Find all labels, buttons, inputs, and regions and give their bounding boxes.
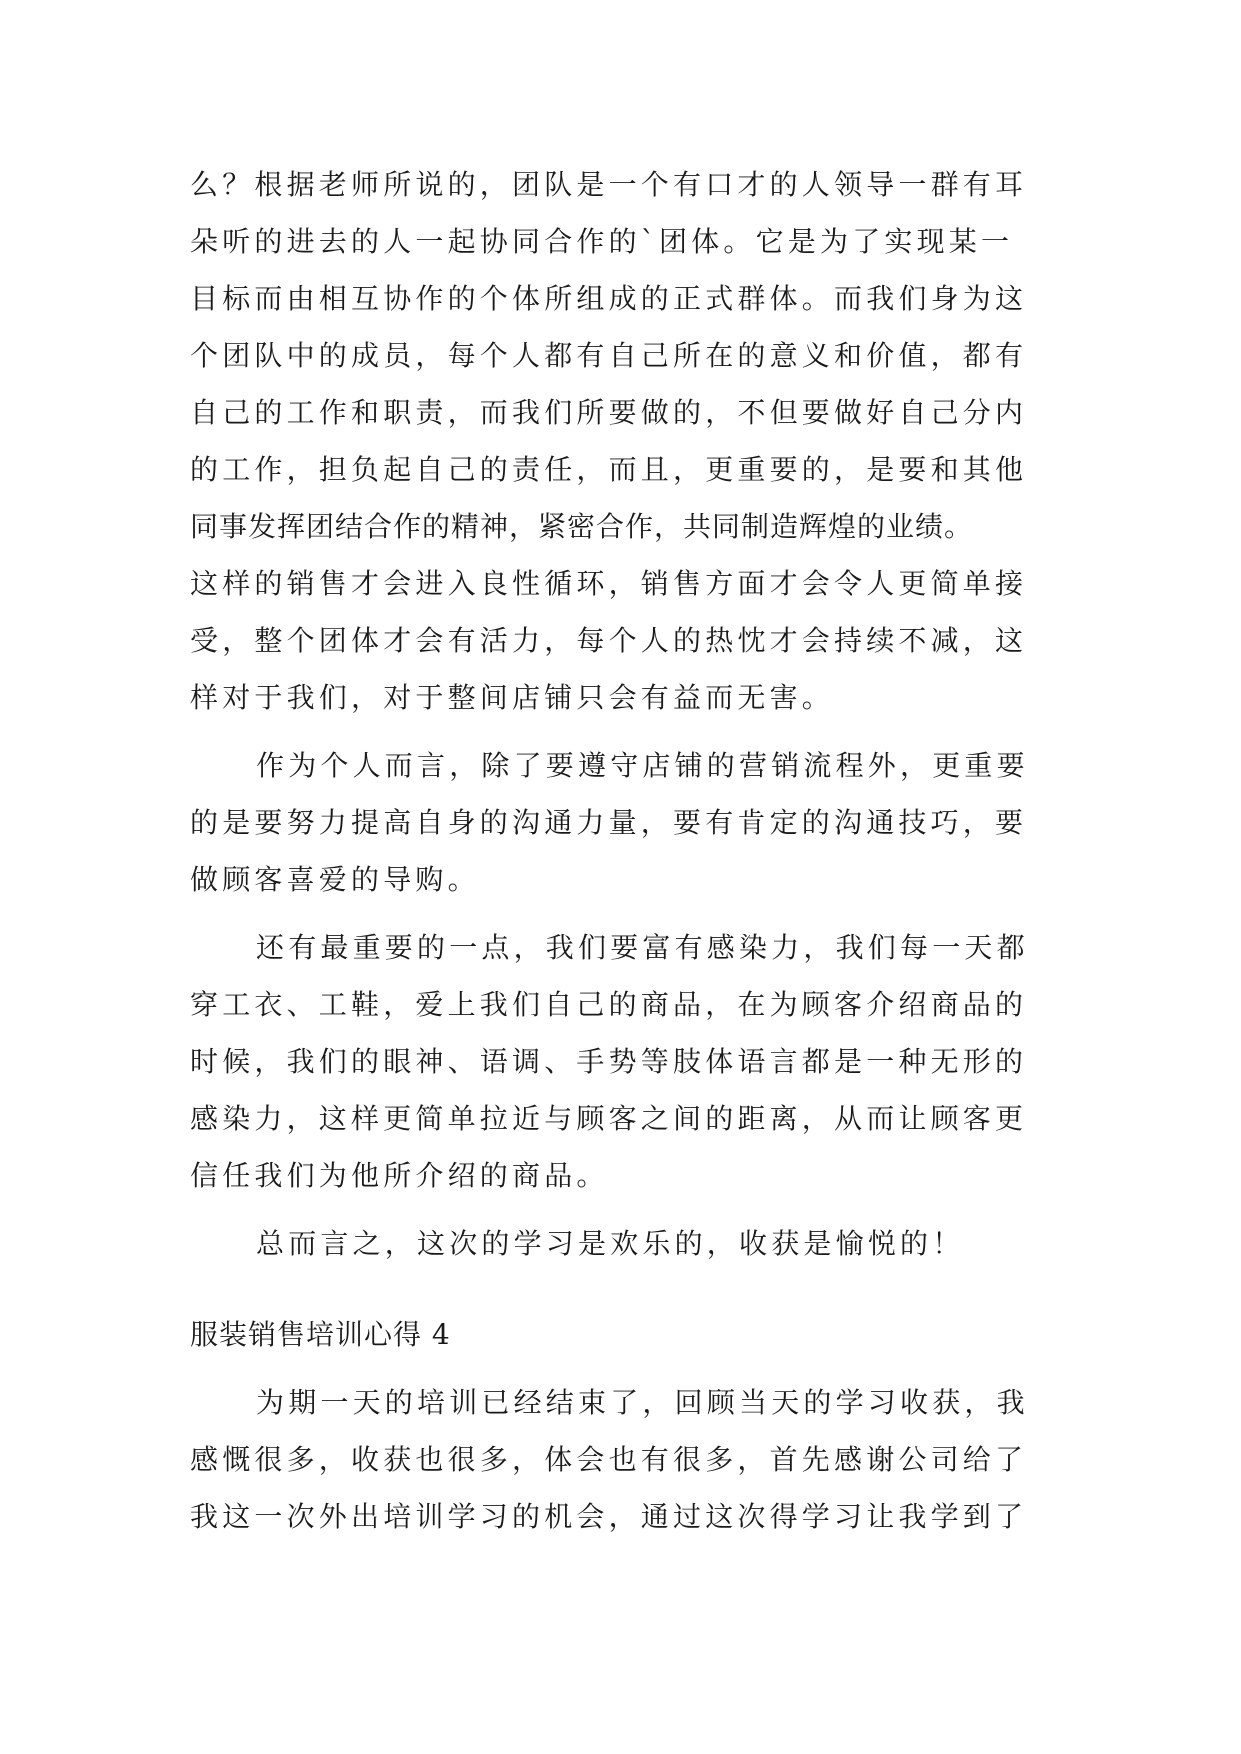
paragraph-line: 信任我们为他所介绍的商品。 xyxy=(190,1159,609,1192)
paragraph-line: 还有最重要的一点，我们要富有感染力，我们每一天都 xyxy=(256,931,1029,964)
paragraph-line: 朵听的进去的人一起协同合作的`团体。它是为了实现某一 xyxy=(190,225,1014,258)
paragraph-line: 我这一次外出培训学习的机会，通过这次得学习让我学到了 xyxy=(190,1500,1028,1533)
paragraph-line: 目标而由相互协作的个体所组成的正式群体。而我们身为这 xyxy=(190,282,1028,315)
paragraph-line: 感染力，这样更简单拉近与顾客之间的距离，从而让顾客更 xyxy=(190,1102,1028,1135)
paragraph-line: 样对于我们，对于整间店铺只会有益而无害。 xyxy=(190,681,835,714)
paragraph-line: 受，整个团体才会有活力，每个人的热忱才会持续不减，这 xyxy=(190,624,1028,657)
paragraph-line: 的是要努力提高自身的沟通力量，要有肯定的沟通技巧，要 xyxy=(190,806,1028,839)
paragraph-line: 做顾客喜爱的导购。 xyxy=(190,863,480,896)
section-heading: 服装销售培训心得 4 xyxy=(190,1318,451,1351)
paragraph-line: 么？根据老师所说的，团队是一个有口才的人领导一群有耳 xyxy=(190,168,1028,201)
paragraph-line: 为期一天的培训已经结束了，回顾当天的学习收获，我 xyxy=(256,1386,1029,1419)
paragraph-line: 总而言之，这次的学习是欢乐的，收获是愉悦的！ xyxy=(256,1227,965,1260)
paragraph-line: 作为个人而言，除了要遵守店铺的营销流程外，更重要 xyxy=(256,749,1029,782)
paragraph-line: 个团队中的成员，每个人都有自己所在的意义和价值，都有 xyxy=(190,339,1028,372)
paragraph-line: 感慨很多，收获也很多，体会也有很多，首先感谢公司给了 xyxy=(190,1443,1028,1476)
paragraph-line: 自己的工作和职责，而我们所要做的，不但要做好自己分内 xyxy=(190,396,1028,429)
paragraph-line: 的工作，担负起自己的责任，而且，更重要的，是要和其他 xyxy=(190,453,1028,486)
paragraph-line: 同事发挥团结合作的精神，紧密合作，共同制造辉煌的业绩。 xyxy=(190,510,974,543)
paragraph-line: 时候，我们的眼神、语调、手势等肢体语言都是一种无形的 xyxy=(190,1045,1028,1078)
paragraph-line: 穿工衣、工鞋，爱上我们自己的商品，在为顾客介绍商品的 xyxy=(190,988,1028,1021)
paragraph-line: 这样的销售才会进入良性循环，销售方面才会令人更简单接 xyxy=(190,567,1028,600)
